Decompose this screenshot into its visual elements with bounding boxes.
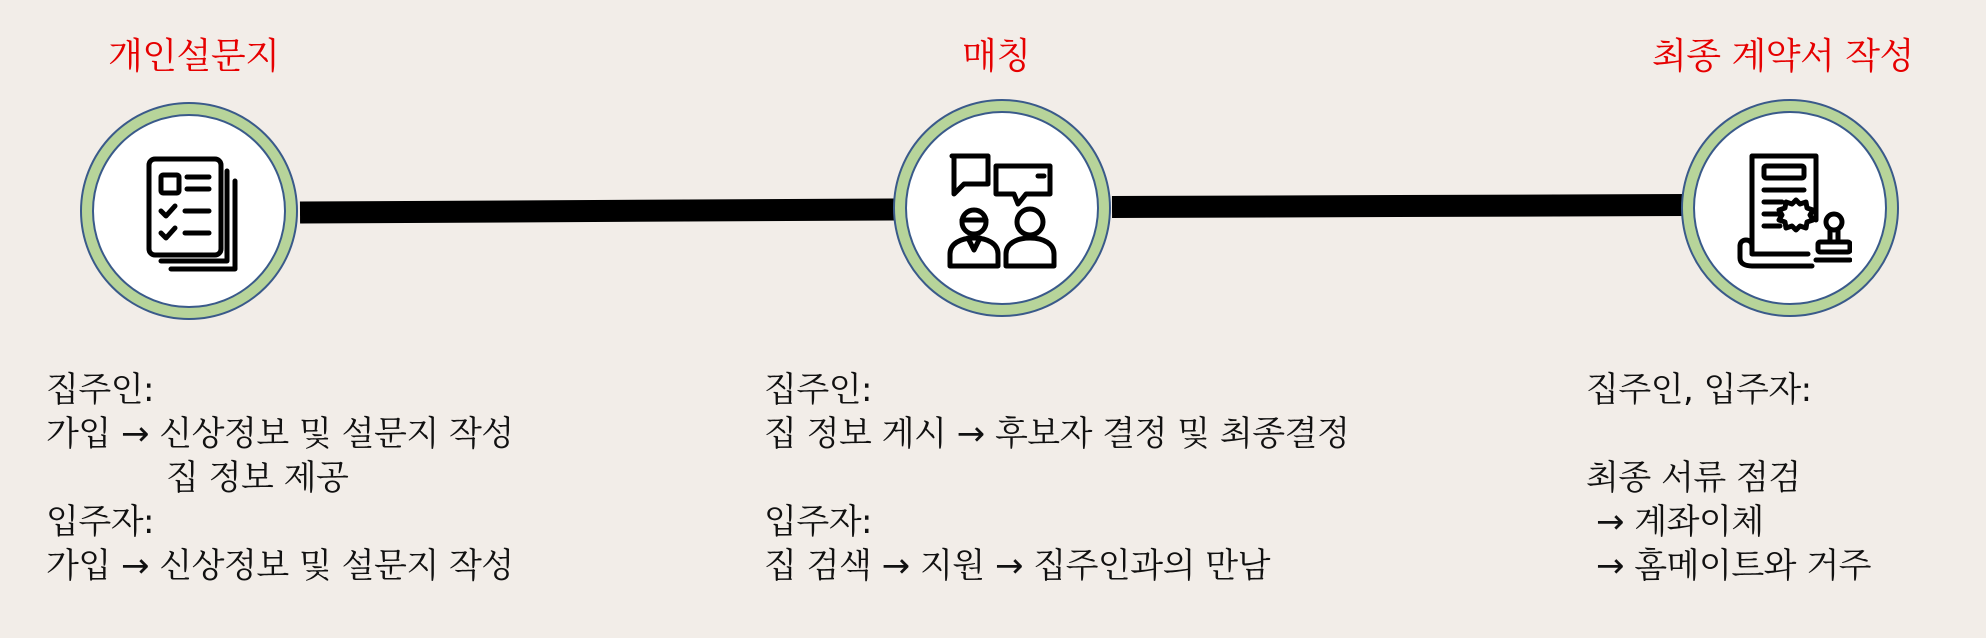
step-1-line-3: 집 정보 제공 bbox=[166, 458, 349, 498]
contract-stamp-icon bbox=[1732, 150, 1852, 270]
survey-document-icon bbox=[131, 153, 251, 273]
step-3-line-1: 집주인, 입주자: bbox=[1586, 370, 1812, 410]
step-1-line-5: 가입 → 신상정보 및 설문지 작성 bbox=[46, 546, 514, 586]
step-1-line-1: 집주인: bbox=[46, 370, 154, 410]
connector-line-2 bbox=[1112, 194, 1688, 218]
step-2-line-3: 입주자: bbox=[764, 502, 872, 542]
step-1-line-2: 가입 → 신상정보 및 설문지 작성 bbox=[46, 414, 514, 454]
people-chat-icon bbox=[944, 150, 1064, 270]
step-2-line-1: 집주인: bbox=[764, 370, 872, 410]
step-3-line-4: → 홈메이트와 거주 bbox=[1596, 546, 1872, 586]
step-1-node bbox=[80, 102, 298, 320]
step-1-line-4: 입주자: bbox=[46, 502, 154, 542]
step-3-line-3: → 계좌이체 bbox=[1596, 502, 1764, 542]
connector-line-1 bbox=[300, 198, 896, 223]
step-3-line-2: 최종 서류 점검 bbox=[1586, 458, 1801, 498]
step-2-line-spacer bbox=[764, 456, 1349, 500]
step-1-title: 개인설문지 bbox=[108, 36, 280, 77]
step-2-line-4: 집 검색 → 지원 → 집주인과의 만남 bbox=[764, 546, 1270, 586]
step-2-description bbox=[764, 368, 1349, 588]
step-2-title: 매칭 bbox=[962, 36, 1031, 77]
step-3-node bbox=[1681, 99, 1899, 317]
step-3-description bbox=[1586, 368, 1871, 588]
step-1-description bbox=[46, 368, 514, 588]
step-3-line-spacer bbox=[1586, 412, 1871, 456]
step-3-title: 최종 계약서 작성 bbox=[1652, 36, 1914, 77]
step-2-line-2: 집 정보 게시 → 후보자 결정 및 최종결정 bbox=[764, 414, 1350, 454]
step-2-node bbox=[893, 99, 1111, 317]
